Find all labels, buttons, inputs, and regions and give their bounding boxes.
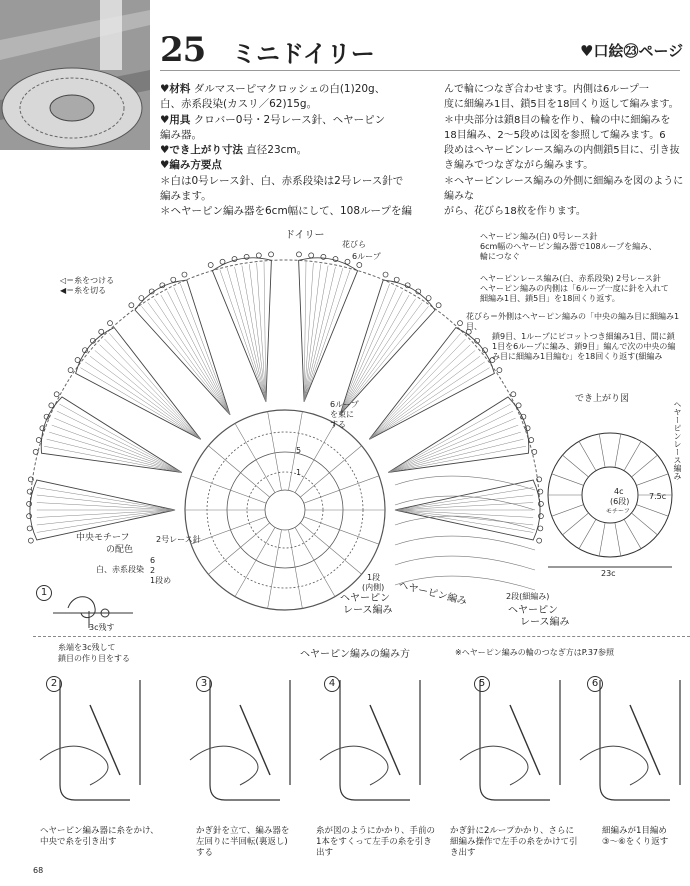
step-5-caption-c: き出す bbox=[450, 848, 476, 858]
finished-spoke bbox=[631, 513, 657, 535]
petal-loop bbox=[369, 368, 489, 440]
center-colors: 白、赤系段染 bbox=[96, 565, 144, 574]
note-1c: 輪につなぐ bbox=[480, 252, 520, 261]
picot bbox=[436, 303, 441, 308]
hairpin-label-a2: レース編み bbox=[343, 605, 393, 616]
howto-illustrations bbox=[0, 665, 690, 830]
picot bbox=[457, 321, 462, 326]
picot bbox=[538, 501, 543, 506]
petal-loop bbox=[141, 306, 230, 414]
right-line-7: ＊ヘヤーピンレース編みの外側に細編みを図のように編みな bbox=[444, 175, 684, 203]
diagram-title: ドイリー bbox=[285, 230, 325, 241]
petal-loop bbox=[340, 303, 422, 415]
petal-loop bbox=[304, 269, 350, 401]
finished-spoke bbox=[615, 523, 621, 556]
crochet-hook bbox=[370, 705, 400, 775]
petal-loop bbox=[37, 510, 175, 532]
center-spoke bbox=[304, 476, 379, 503]
picot bbox=[244, 254, 249, 259]
notes-block bbox=[480, 232, 685, 304]
center-spoke bbox=[235, 527, 275, 596]
petal-loop bbox=[369, 350, 475, 439]
step-5-caption-a: かぎ針に2ループかかり、さらに bbox=[450, 826, 574, 836]
finished-4c: 4c bbox=[614, 487, 624, 496]
center-row-2: 2 bbox=[150, 566, 156, 575]
finished-spoke bbox=[636, 474, 668, 486]
picot bbox=[309, 253, 314, 258]
step-1-number: 1 bbox=[36, 585, 52, 601]
row1-inner-label: 1段 bbox=[367, 573, 381, 582]
right-line-6: き編みでつなぎながら編みます。 bbox=[444, 160, 594, 172]
hairpin-inner-arc bbox=[30, 260, 540, 515]
step-1-note: 3c残す bbox=[89, 623, 115, 632]
picot bbox=[208, 263, 213, 268]
hand-outline bbox=[580, 746, 648, 785]
legend-attach: ◁＝糸をつける bbox=[60, 276, 115, 285]
doily-photo-image bbox=[0, 0, 150, 150]
note-2b: ヘヤーピン編みの内側は「6ループ一度に針を入れて bbox=[480, 284, 669, 293]
petal-loop bbox=[369, 362, 484, 439]
petal-loop bbox=[395, 510, 533, 525]
picot bbox=[27, 514, 32, 519]
crochet-hook bbox=[90, 705, 120, 775]
finished-7-5c: 7.5c bbox=[649, 492, 667, 501]
page-title: ミニドイリー bbox=[232, 40, 375, 68]
picot bbox=[269, 252, 274, 257]
step-4-caption-c: 出す bbox=[316, 848, 334, 858]
step-1-caption-2: 鎖目の作り目をする bbox=[58, 654, 130, 663]
petal-loop bbox=[174, 288, 230, 415]
petal-loop bbox=[54, 418, 181, 472]
center-motif-label-2: の配色 bbox=[106, 545, 134, 555]
picot bbox=[220, 259, 225, 264]
petal-loop bbox=[37, 503, 175, 510]
step-5-caption bbox=[450, 826, 578, 859]
petal-loop bbox=[395, 488, 533, 510]
howto-art bbox=[40, 680, 680, 800]
step-3-caption-b: 左回りに半回転(裏返し) bbox=[196, 837, 288, 847]
hairpin-label-a: ヘヤーピン bbox=[340, 593, 390, 604]
petal-loop bbox=[161, 295, 230, 415]
picot bbox=[28, 538, 33, 543]
note-2c: 細編み1目、鎖5目」を18回くり返す。 bbox=[480, 294, 620, 303]
doily-chart-art bbox=[27, 252, 672, 610]
right-line-4: 18目編み、2〜5段めは図を参照して編みます。6 bbox=[444, 129, 666, 141]
picot bbox=[383, 272, 388, 277]
step-3-number: 3 bbox=[196, 676, 212, 692]
points-1b: 編みます。 bbox=[160, 190, 212, 203]
step-6-number: 6 bbox=[587, 676, 603, 692]
picot bbox=[75, 357, 80, 362]
picot bbox=[516, 403, 521, 408]
picot bbox=[182, 272, 187, 277]
petal-loop bbox=[100, 345, 201, 440]
center-spoke bbox=[191, 517, 266, 544]
petal-loop bbox=[340, 288, 396, 415]
note-2: ヘヤーピンレース編み(白、赤系段染) 2号レース針 bbox=[480, 274, 661, 283]
picot bbox=[538, 514, 543, 519]
picot bbox=[256, 253, 261, 258]
picot bbox=[357, 263, 362, 268]
petal-loop bbox=[37, 510, 175, 517]
step-2-number: 2 bbox=[46, 676, 62, 692]
finished-spoke bbox=[636, 505, 668, 517]
step-4-caption-a: 糸が図のようにかかり、手前の bbox=[316, 826, 436, 836]
legend-cut: ◀＝糸を切る bbox=[60, 286, 107, 295]
hairpin-label-b: ヘヤーピン編み bbox=[397, 580, 468, 608]
petal bbox=[299, 258, 358, 402]
picot bbox=[537, 477, 542, 482]
picot bbox=[139, 296, 144, 301]
center-motif-label: 中央モチーフ bbox=[76, 533, 130, 543]
step-3-caption bbox=[196, 826, 289, 859]
finished-vertical-label: ヘヤーピンレース編み bbox=[673, 400, 682, 480]
finished-spoke bbox=[563, 455, 589, 477]
petal-loop bbox=[95, 350, 201, 439]
step-6-caption bbox=[602, 826, 668, 848]
loop6-label: 6ループ bbox=[352, 252, 381, 261]
center-row-6: 6 bbox=[150, 556, 156, 565]
hairpin-loop bbox=[395, 556, 535, 570]
right-line-1: んで輪につなぎ合わせます。内側は6ループ一 bbox=[444, 84, 649, 95]
petal-loop bbox=[154, 299, 230, 415]
tools-text: クロバー0号・2号レース針、ヘヤーピン bbox=[193, 113, 386, 126]
points-label: ♥編み方要点 bbox=[160, 159, 222, 172]
picot bbox=[426, 296, 431, 301]
finished-spoke bbox=[552, 474, 584, 486]
petal-loop bbox=[85, 362, 200, 439]
petal-loop bbox=[340, 299, 416, 415]
hook-2-label: 2号レース針 bbox=[156, 535, 201, 544]
crochet-hook bbox=[240, 705, 270, 775]
picot bbox=[529, 437, 534, 442]
size-label: ♥でき上がり寸法 bbox=[160, 144, 243, 157]
petal bbox=[41, 397, 181, 472]
finished-spoke bbox=[631, 455, 657, 477]
petal-loop bbox=[52, 425, 182, 472]
page-number: 68 bbox=[33, 866, 44, 875]
step-2-caption-b: 中央で糸を引き出す bbox=[40, 837, 117, 847]
hairpin-loop bbox=[395, 536, 535, 550]
petal-notes bbox=[466, 312, 688, 362]
center-spoke bbox=[295, 527, 335, 596]
note-1: ヘヤーピン編み(白) 0号レース針 bbox=[480, 232, 598, 241]
tools-text-2: 編み器。 bbox=[160, 128, 202, 141]
step-6-caption-b: ③〜⑥をくり返す bbox=[602, 837, 669, 847]
note-3b: 鎖9目、1ループにピコットつき細編み1目、間に鎖 bbox=[492, 332, 675, 341]
step-1 bbox=[33, 583, 141, 678]
row2-outer-label: 2段(細編み) bbox=[506, 592, 550, 601]
inner-note-3: する bbox=[330, 420, 346, 429]
pattern-number: 25 bbox=[160, 30, 206, 70]
picot bbox=[296, 252, 301, 257]
step-5-caption-b: 細編み操作で左手の糸をかけて引 bbox=[450, 837, 578, 847]
petal-loop bbox=[180, 284, 230, 415]
note-3d: み目に細編み1目編む」を18回くり返す(細編み bbox=[492, 352, 663, 361]
right-line-2: 度に細編み1目、鎖5目を18回くり返して編みます。 bbox=[444, 99, 679, 111]
hairpin-label-c2: レース編み bbox=[520, 617, 570, 628]
note-1b: 6cm幅のヘヤーピン編み器で108ループを編み、 bbox=[480, 242, 657, 251]
row-5-label: 5 bbox=[296, 446, 302, 455]
center-spoke bbox=[191, 476, 266, 503]
crochet-hook bbox=[510, 705, 540, 775]
petal-label: 花びら bbox=[342, 240, 366, 249]
petal-loop bbox=[340, 295, 409, 415]
picot bbox=[525, 426, 530, 431]
instructions-right bbox=[444, 82, 686, 220]
center-spoke bbox=[288, 530, 302, 609]
tools-label: ♥用具 bbox=[160, 113, 191, 126]
petal-loop bbox=[395, 495, 533, 510]
petal-loop bbox=[242, 266, 266, 402]
finished-spoke bbox=[552, 505, 584, 517]
petal-loop bbox=[388, 432, 520, 472]
center-spoke bbox=[268, 412, 282, 491]
picot bbox=[394, 277, 399, 282]
petal-loop bbox=[37, 510, 175, 525]
finished-title: でき上がり図 bbox=[575, 394, 630, 404]
picot bbox=[511, 392, 516, 397]
petal-loop bbox=[304, 268, 343, 402]
petal-loop bbox=[369, 356, 480, 439]
hairpin-label-c: ヘヤーピン bbox=[508, 605, 558, 616]
petal-loop bbox=[90, 356, 201, 439]
hairpin-loop bbox=[395, 476, 535, 490]
finished-spoke bbox=[624, 519, 641, 548]
step-3-caption-a: かぎ針を立て、編み器を bbox=[196, 826, 290, 836]
petal-loop bbox=[388, 425, 518, 472]
row1-inner-label-2: (内側) bbox=[362, 583, 385, 592]
petal-loop bbox=[227, 268, 266, 402]
picot bbox=[321, 254, 326, 259]
picot bbox=[27, 501, 32, 506]
points-1: ＊白は0号レース針、白、赤系段染は2号レース針で bbox=[160, 174, 404, 187]
instructions-left bbox=[160, 82, 435, 220]
size-text: 直径23cm。 bbox=[246, 144, 308, 157]
finished-motif: モチーフ bbox=[606, 508, 630, 515]
picot bbox=[68, 368, 73, 373]
picot bbox=[54, 392, 59, 397]
note-3: 花びら＝外側はヘヤーピン編みの「中央の編み目に細編み1目、 bbox=[466, 312, 680, 331]
center-spoke bbox=[295, 423, 335, 492]
material-text: ダルマスーピマクロッシェの白(1)20g、 bbox=[193, 83, 386, 95]
petal-loop bbox=[80, 368, 200, 440]
petal-loop bbox=[37, 488, 175, 510]
petal bbox=[340, 280, 435, 415]
finished-23c: 23c bbox=[601, 569, 616, 578]
petal-loop bbox=[369, 339, 465, 439]
finished-spoke bbox=[563, 513, 589, 535]
petal bbox=[212, 258, 271, 402]
petal-loop bbox=[388, 411, 513, 472]
howto-reference: ※ヘヤーピン編みの輪のつなぎ方はP.37参照 bbox=[455, 648, 615, 657]
crochet-hook bbox=[630, 705, 660, 775]
section-divider bbox=[33, 636, 690, 638]
petal-loop bbox=[167, 291, 230, 414]
center-spoke bbox=[235, 423, 275, 492]
step-1-caption-1: 糸端を3c残して bbox=[58, 643, 116, 652]
petal-loop bbox=[388, 439, 523, 472]
step-4-number: 4 bbox=[324, 676, 340, 692]
picot bbox=[537, 538, 542, 543]
picot bbox=[33, 449, 38, 454]
petal-loop bbox=[388, 418, 515, 472]
header-divider bbox=[160, 70, 680, 71]
right-line-8: がら、花びら18枚を作ります。 bbox=[444, 206, 586, 218]
picot bbox=[108, 321, 113, 326]
petal-loop bbox=[340, 284, 390, 415]
petal-loop bbox=[340, 306, 429, 414]
step-5-number: 5 bbox=[474, 676, 490, 692]
picot bbox=[27, 489, 32, 494]
petal-loop bbox=[340, 291, 403, 414]
petal bbox=[388, 397, 528, 472]
inner-note-1: 6ループ bbox=[330, 400, 359, 409]
finished-spoke bbox=[579, 519, 596, 548]
center-row-1: 1段め bbox=[150, 576, 172, 585]
howto-title: ヘヤーピン編みの編み方 bbox=[300, 649, 410, 660]
picot bbox=[538, 526, 543, 531]
petal-loop bbox=[37, 495, 175, 510]
finished-6-rows: (6段) bbox=[610, 497, 630, 506]
row-1-label: 1 bbox=[296, 468, 302, 477]
picot bbox=[49, 403, 54, 408]
picot bbox=[99, 329, 104, 334]
picot bbox=[345, 259, 350, 264]
note-3c: 1目を6ループに編み、鎖9目」編んで次の中央の編 bbox=[492, 342, 676, 351]
material-text-2: 白、赤系段染(カスリ／62)15g。 bbox=[160, 98, 318, 111]
right-line-5: 段めはヘヤーピンレース編みの内側鎖5目に、引き抜 bbox=[444, 145, 680, 157]
hand-outline bbox=[190, 746, 258, 785]
petal bbox=[135, 280, 230, 415]
petal-loop bbox=[57, 411, 182, 472]
picot bbox=[40, 426, 45, 431]
petal-loop bbox=[49, 432, 181, 472]
petal-loop bbox=[148, 303, 230, 415]
petal-loop bbox=[220, 269, 266, 401]
picot bbox=[27, 526, 32, 531]
step-4-caption-b: 1本をすくって左手の糸を引き bbox=[316, 837, 432, 847]
hand-outline bbox=[40, 746, 108, 785]
finished-spoke bbox=[579, 441, 596, 470]
step-3-caption-c: する bbox=[196, 848, 214, 858]
finished-spoke bbox=[624, 441, 641, 470]
center-spoke bbox=[268, 530, 282, 609]
petal-loop bbox=[369, 345, 470, 440]
petal-loop bbox=[304, 266, 328, 402]
picot bbox=[497, 368, 502, 373]
hand-outline bbox=[460, 746, 528, 785]
step-4-caption bbox=[316, 826, 435, 859]
hand-outline bbox=[320, 746, 388, 785]
points-2: ＊ヘヤーピン編み器を6cm幅にして、108ループを編 bbox=[160, 205, 412, 218]
picot bbox=[129, 303, 134, 308]
petal bbox=[76, 328, 201, 440]
picot bbox=[333, 257, 338, 262]
finished-spoke bbox=[615, 434, 621, 467]
center-spoke bbox=[304, 517, 379, 544]
finished-spoke bbox=[599, 523, 605, 556]
page-reference: ♥口絵㉓ページ bbox=[580, 42, 684, 60]
picot bbox=[232, 257, 237, 262]
finished-spoke bbox=[599, 434, 605, 467]
petal-loop bbox=[395, 510, 533, 532]
center-ring bbox=[265, 490, 305, 530]
picot bbox=[171, 277, 176, 282]
picot bbox=[36, 437, 41, 442]
step-2-caption bbox=[40, 826, 159, 848]
material-label: ♥材料 bbox=[160, 83, 191, 95]
step-6-caption-a: 細編みが1目編め bbox=[602, 826, 667, 836]
inner-note-2: を束に bbox=[330, 410, 354, 419]
doily-photo bbox=[0, 0, 150, 150]
right-line-3: ＊中央部分は鎖8目の輪を作り、輪の中に細編みを bbox=[444, 114, 671, 126]
step-2-caption-a: ヘヤーピン編み器に糸をかけ、 bbox=[40, 826, 159, 836]
petal-loop bbox=[47, 439, 182, 472]
petal-loop bbox=[104, 339, 200, 439]
